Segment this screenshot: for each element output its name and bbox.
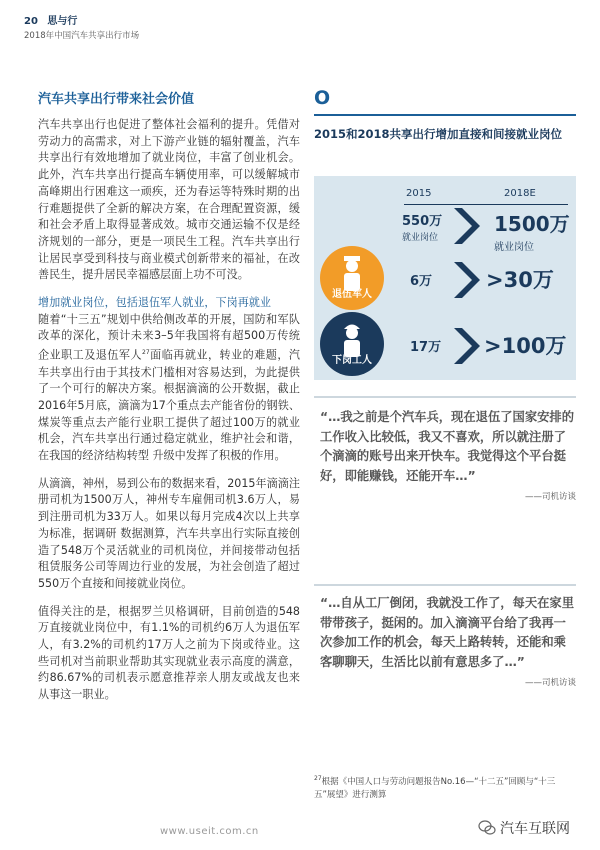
figure-number: O xyxy=(314,87,331,109)
footnote-text: 根据《中国人口与劳动问题报告No.16—“十二五”回顾与“十三五”展望》进行测算 xyxy=(314,776,556,800)
column-2018-header: 2018E xyxy=(504,188,536,199)
body-text-column xyxy=(38,88,300,715)
section-name: 思与行 xyxy=(47,16,78,27)
jobs-infographic xyxy=(314,176,576,380)
driver-quote-1-text: “…我之前是个汽车兵，现在退伍了国家安排的工作收入比较低，我又不喜欢，所以就注册了个滴滴的账号出来开快车。我觉得这个平台挺好，即能赚钱，还能开车…” xyxy=(320,410,575,483)
figure-header xyxy=(314,88,576,142)
quote2-top-rule xyxy=(314,584,576,586)
paragraph-4: 值得关注的是，根据罗兰贝格调研，目前创造的548万直接就业岗位中，有1.1%的司机约6万人为退伍军人，有3.2%的司机约17万人之前为下岗或待业。这些司机对当前职业帮助其实现就业表示高度的满意，约86.67%的司机表示愿意推荐亲人朋友或战友也来从事这一职业。 xyxy=(38,604,300,702)
report-subtitle: 2018年中国汽车共享出行市场 xyxy=(24,31,140,41)
paragraph-3: 从滴滴，神州，易到公布的数据来看，2015年滴滴注册司机为1500万人，神州专车雇佣司机3.6万人，易到注册司机为33万人。如果以每月完成4次以上共享为标准，据调研 数据测算，汽车共享出行实际直接创造了548万个灵活就业的司机岗位，并间接带动包括租赁服务公司等周边行业的发展，为社会创造了超过550万个直接和间接就业岗位。 xyxy=(38,476,300,590)
paragraph-2-text-b: 面临再就业，转业的难题，汽车共享出行由于其技术门槛相对容易达到，为此提供了一个可行的解决方案。根据滴滴的公开数据，截止2016年5月底，滴滴为17个重点去产能省份的钢铁、煤炭等重点去产能行业职工提供了超过100万的就业机会，汽车共享出行通过稳定就业，维护社会和谐，在我国的经济结构转型 升级中发挥了积极的作用。 xyxy=(38,348,300,463)
row3-2018-value: >100万 xyxy=(484,334,567,358)
veteran-circle xyxy=(320,246,384,310)
row3-2015-value: 17万 xyxy=(410,340,442,355)
row1-2018 xyxy=(494,208,570,253)
figure-rule xyxy=(314,114,576,116)
wechat-icon xyxy=(478,819,496,837)
figure-title: 2015和2018共享出行增加直接和间接就业岗位 xyxy=(314,127,563,141)
row1-2015-unit: 就业岗位 xyxy=(402,233,439,243)
footnote-ref: 27 xyxy=(142,349,150,357)
header-divider xyxy=(404,204,568,205)
row2-2018-value: >30万 xyxy=(486,268,554,292)
row1-2015-value: 550万 xyxy=(402,214,443,229)
driver-quote-1 xyxy=(320,408,576,502)
soldier-icon xyxy=(320,246,384,310)
footnote xyxy=(314,772,576,802)
laid-off-worker-label: 下岗工人 xyxy=(332,355,372,366)
brand-mark xyxy=(478,818,570,838)
row3-2015 xyxy=(410,336,441,355)
driver-quote-2-attribution: ——司机访谈 xyxy=(524,678,576,689)
driver-quote-1-attribution: ——司机访谈 xyxy=(524,492,576,503)
veteran-label: 退伍军人 xyxy=(332,289,372,300)
row2-2015 xyxy=(410,270,432,289)
paragraph-2-heading: 增加就业岗位，包括退伍军人就业，下岗再就业 xyxy=(38,296,271,310)
row1-2015 xyxy=(402,210,442,243)
brand-name: 汽车互联网 xyxy=(500,821,570,837)
row3-2018 xyxy=(484,330,566,360)
page-header xyxy=(24,12,139,41)
driver-quote-2-text: “…自从工厂倒闭，我就没工作了，每天在家里带带孩子，挺闲的。加入滴滴平台给了我再一次参加工作的机会，每天上路转转，还能和乘客聊聊天，生活比以前有意思多了…” xyxy=(320,596,575,669)
row2-2018 xyxy=(486,264,554,294)
page-number: 20 xyxy=(24,16,38,27)
row2-2015-value: 6万 xyxy=(410,274,433,289)
laid-off-worker-circle xyxy=(320,312,384,376)
watermark-url: www.useit.com.cn xyxy=(160,826,259,837)
section-title: 汽车共享出行带来社会价值 xyxy=(38,92,195,107)
row1-2018-value: 1500万 xyxy=(494,212,570,236)
worker-icon xyxy=(320,312,384,376)
driver-quote-2 xyxy=(320,594,576,688)
row2-arrow-icon xyxy=(450,260,490,300)
paragraph-1: 汽车共享出行也促进了整体社会福利的提升。凭借对劳动力的高需求，对上下游产业链的辐射覆盖，汽车共享出行有效地增加了就业岗位，丰富了创业机会。此外，汽车共享出行提高车辆使用率，可以缓解城市高峰期出行困难这一顽疾，还为春运等特殊时期的出行难题提供了全新的解决方案，在合理配置资源，缓和社会矛盾上取得显著成效。城市交通运输不仅是经济规划的一部分，更是一项民生工程。汽车共享出行让居民享受到科技与商业模式创新带来的福祉，在改善民生，提升居民幸福感层面上功不可没。 xyxy=(38,118,300,282)
paragraph-2 xyxy=(38,295,300,465)
column-2015-header: 2015 xyxy=(406,188,432,199)
paragraph-2-text-a: 随着“十三五”规划中供给侧改革的开展，国防和军队改革的深化，预计未来3–5年我国将有超500万传统企业职工及退伍军人 xyxy=(38,312,300,362)
quote1-top-rule xyxy=(314,396,576,398)
row1-2018-unit: 就业岗位 xyxy=(494,242,534,253)
row1-arrow-icon xyxy=(450,206,490,246)
footnote-number: 27 xyxy=(314,775,322,782)
